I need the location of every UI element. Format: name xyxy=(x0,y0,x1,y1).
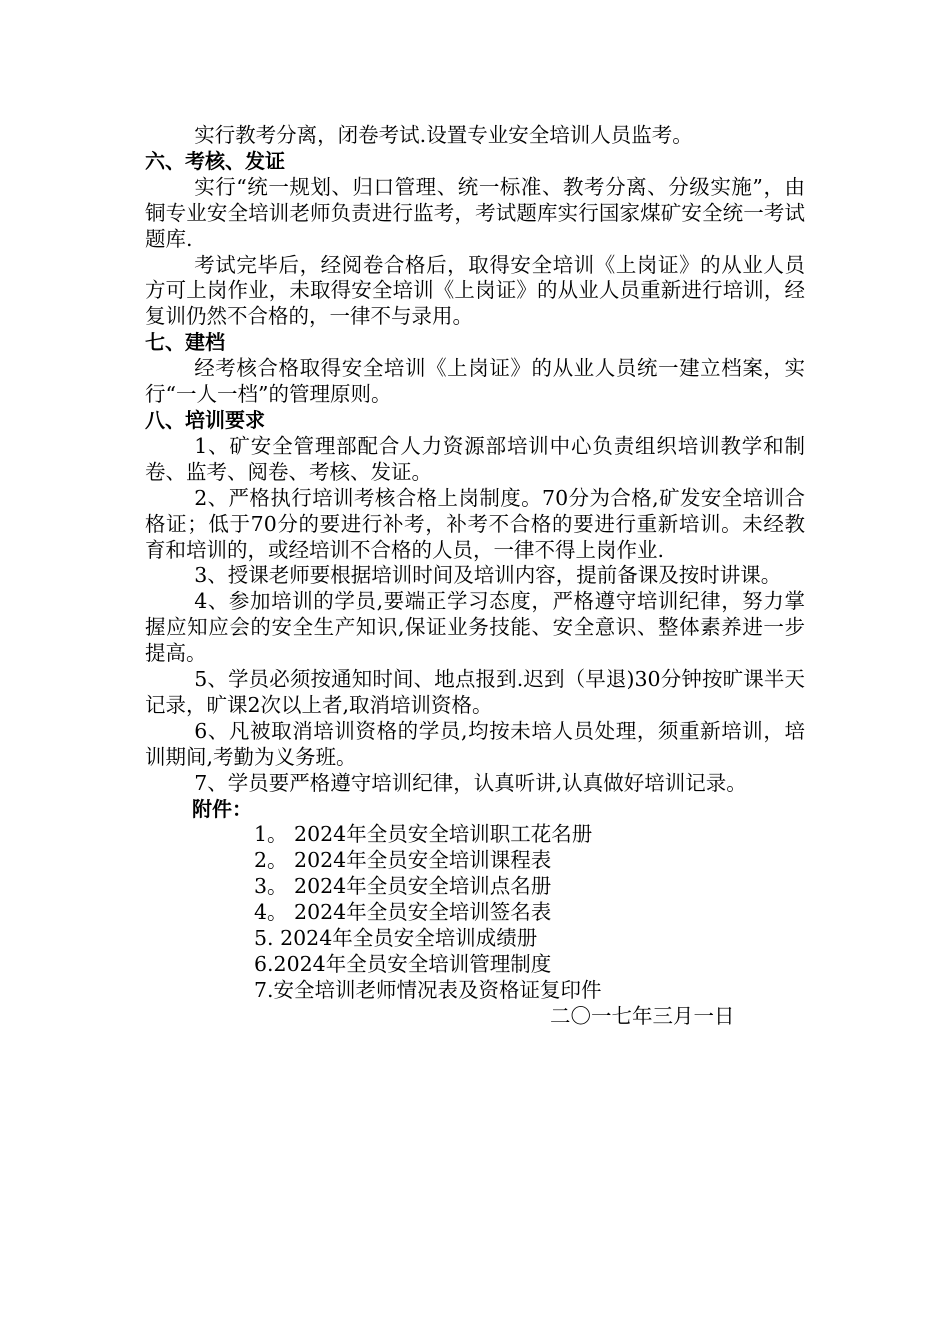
attachment-item: 3。 2024年全员安全培训点名册 xyxy=(254,874,552,899)
attachments-list xyxy=(145,822,805,1003)
paragraph: 经考核合格取得安全培训《上岗证》的从业人员统一建立档案，实行“一人一档”的管理原则。 xyxy=(145,356,805,407)
requirement-item: 4、参加培训的学员,要端正学习态度，严格遵守培训纪律，努力掌握应知应会的安全生产知识,保证业务技能、安全意识、整体素养进一步提高。 xyxy=(145,589,805,666)
requirement-item: 7、学员要严格遵守培训纪律，认真听讲,认真做好培训记录。 xyxy=(194,770,747,795)
requirement-item: 1、矿安全管理部配合人力资源部培训中心负责组织培训教学和制卷、监考、阅卷、考核、发证。 xyxy=(145,433,805,484)
attachment-item: 6.2024年全员安全培训管理制度 xyxy=(254,952,552,976)
paragraph: 实行“统一规划、归口管理、统一标准、教考分离、分级实施”，由铜专业安全培训老师负责进行监考，考试题库实行国家煤矿安全统一考试题库. xyxy=(145,174,805,251)
paragraph: 考试完毕后，经阅卷合格后，取得安全培训《上岗证》的从业人员方可上岗作业，未取得安全培训《上岗证》的从业人员重新进行培训，经复训仍然不合格的，一律不与录用。 xyxy=(145,252,805,329)
attachment-item: 4。 2024年全员安全培训签名表 xyxy=(254,900,552,925)
requirement-item: 3、授课老师要根据培训时间及培训内容，提前备课及按时讲课。 xyxy=(194,563,782,588)
requirement-item: 6、凡被取消培训资格的学员,均按未培人员处理，须重新培训，培训期间,考勤为义务班。 xyxy=(145,718,805,769)
attachment-item: 1。 2024年全员安全培训职工花名册 xyxy=(254,822,593,847)
attachment-item: 2。 2024年全员安全培训课程表 xyxy=(254,848,552,873)
section-heading-assessment: 六、考核、发证 xyxy=(145,148,285,173)
document-page xyxy=(145,123,805,1030)
section-heading-requirements: 八、培训要求 xyxy=(145,407,265,432)
section-heading-archive: 七、建档 xyxy=(145,330,225,355)
attachment-item: 5. 2024年全员安全培训成绩册 xyxy=(254,926,538,951)
requirement-item: 2、严格执行培训考核合格上岗制度。70分为合格,矿发安全培训合格证；低于70分的要进行补考，补考不合格的要进行重新培训。未经教育和培训的，或经培训不合格的人员，一律不得上岗作业. xyxy=(145,485,805,562)
attachment-item: 7.安全培训老师情况表及资格证复印件 xyxy=(254,977,602,1002)
intro-paragraph: 实行教考分离，闭卷考试.设置专业安全培训人员监考。 xyxy=(194,123,693,147)
attachments-title: 附件： xyxy=(192,796,252,821)
document-date: 二〇一七年三月一日 xyxy=(550,1003,735,1028)
requirement-item: 5、学员必须按通知时间、地点报到.迟到（早退)30分钟按旷课半天记录，旷课2次以上者,取消培训资格。 xyxy=(145,667,805,717)
